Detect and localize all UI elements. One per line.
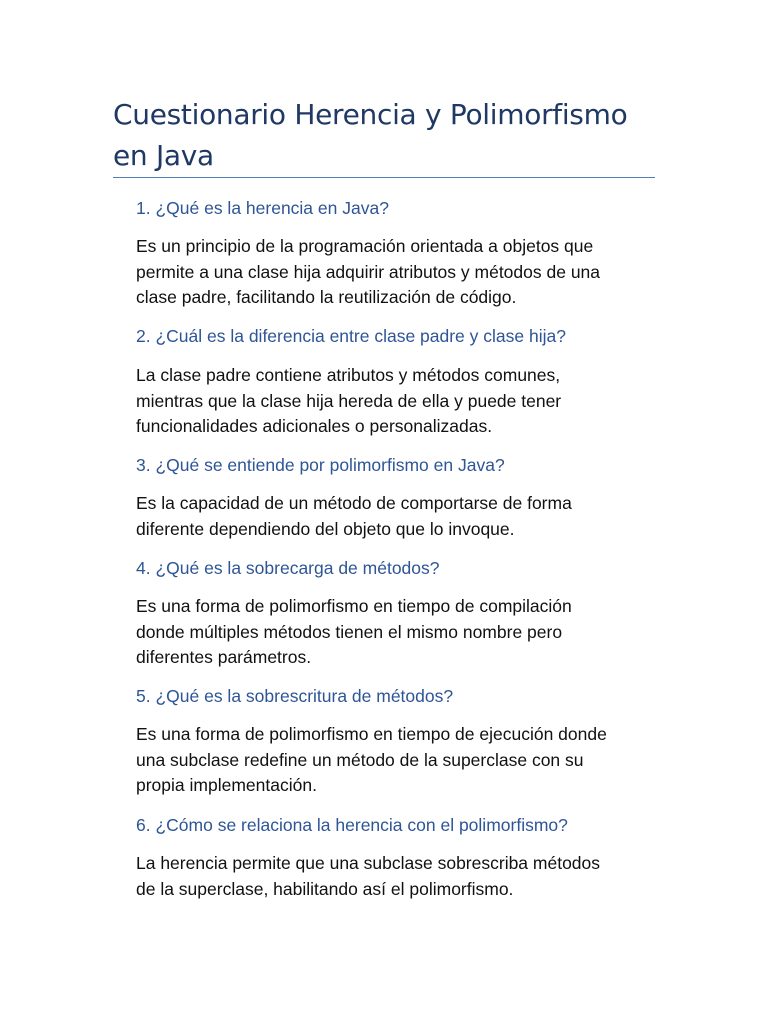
answer-line: clase padre, facilitando la reutilización de código. xyxy=(136,287,517,308)
answer-line: propia implementación. xyxy=(136,775,317,796)
answer-line: Es una forma de polimorfismo en tiempo de ejecución donde xyxy=(136,724,607,744)
answer-line: diferentes parámetros. xyxy=(136,647,312,668)
document-title: Cuestionario Herencia y Polimorfismo en Java xyxy=(113,98,628,172)
answer-line: Es un principio de la programación orientada a objetos que xyxy=(136,236,594,256)
answer-line: donde múltiples métodos tienen el mismo nombre pero xyxy=(136,621,563,642)
answer-2 xyxy=(136,363,561,440)
answer-1 xyxy=(136,234,600,311)
answer-line: permite a una clase hija adquirir atributos y métodos de una xyxy=(136,261,601,282)
answer-line: Es la capacidad de un método de comportarse de forma xyxy=(136,493,572,513)
answer-line: de la superclase, habilitando así el polimorfismo. xyxy=(136,878,514,899)
answer-line: Es una forma de polimorfismo en tiempo de compilación xyxy=(136,596,572,616)
answer-line: La clase padre contiene atributos y métodos comunes, xyxy=(136,365,561,385)
question-2: 2. ¿Cuál es la diferencia entre clase padre y clase hija? xyxy=(136,326,566,346)
question-5: 5. ¿Qué es la sobrescritura de métodos? xyxy=(136,686,454,706)
answer-3 xyxy=(136,491,572,542)
title-underline xyxy=(113,177,655,178)
answer-line: funcionalidades adicionales o personalizadas. xyxy=(136,416,493,437)
answer-6 xyxy=(136,851,600,902)
answer-line: mientras que la clase hija hereda de ella y puede tener xyxy=(136,390,562,411)
question-6: 6. ¿Cómo se relaciona la herencia con el polimorfismo? xyxy=(136,815,568,835)
question-3: 3. ¿Qué se entiende por polimorfismo en Java? xyxy=(136,455,505,475)
answer-line: La herencia permite que una subclase sobrescriba métodos xyxy=(136,853,601,873)
answer-line: diferente dependiendo del objeto que lo invoque. xyxy=(136,518,515,539)
answer-4 xyxy=(136,594,572,671)
answer-line: una subclase redefine un método de la superclase con su xyxy=(136,749,584,770)
answer-5 xyxy=(136,722,607,799)
question-4: 4. ¿Qué es la sobrecarga de métodos? xyxy=(136,558,440,578)
question-1: 1. ¿Qué es la herencia en Java? xyxy=(136,198,389,218)
